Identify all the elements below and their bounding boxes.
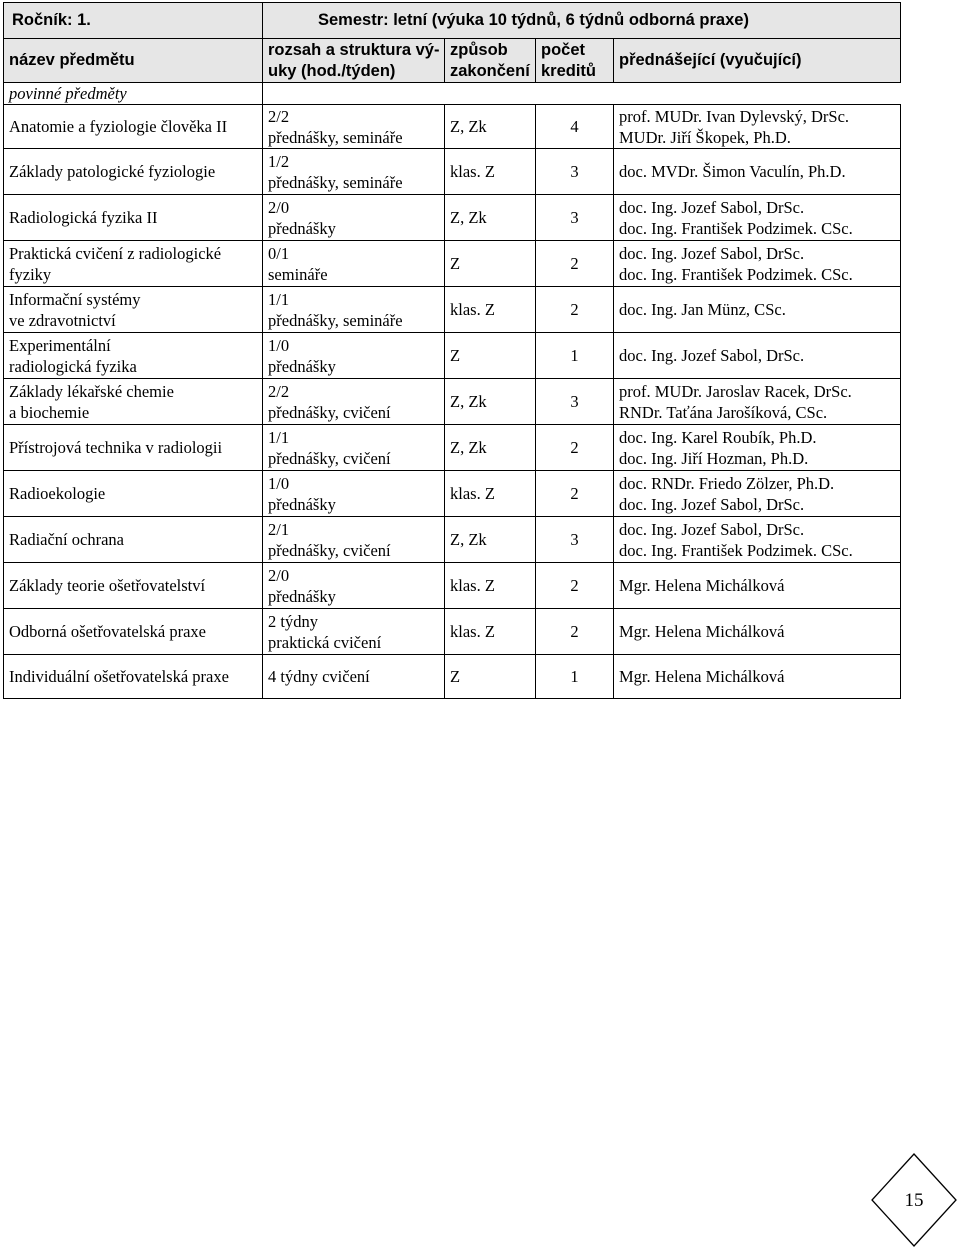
- subject-cell: [4, 425, 263, 471]
- scope-cell-line: 2/2: [268, 381, 290, 401]
- subject-cell-line: Základy patologické fyziologie: [9, 162, 216, 181]
- credits-cell: 3: [536, 149, 614, 195]
- credits-cell: 2: [536, 425, 614, 471]
- table-row: [4, 471, 901, 517]
- table-row: [4, 241, 901, 287]
- scope-cell-line: přednášky, semináře: [268, 310, 403, 330]
- table-row: [4, 333, 901, 379]
- scope-cell: [263, 149, 445, 195]
- teachers-cell: [614, 609, 901, 655]
- teachers-cell: [614, 517, 901, 563]
- scope-cell: [263, 517, 445, 563]
- scope-cell-line: 2/0: [268, 197, 290, 217]
- subject-cell-line: Praktická cvičení z radiologické: [9, 243, 222, 263]
- credits-cell: 4: [536, 105, 614, 149]
- table-row: [4, 563, 901, 609]
- completion-cell: klas. Z: [445, 563, 536, 609]
- subject-cell-line: Radiologická fyzika II: [9, 208, 158, 227]
- scope-cell-line: přednášky: [268, 356, 336, 376]
- subject-cell-line: a biochemie: [9, 402, 90, 422]
- col-scope-header-line: rozsah a struktura vý-: [268, 40, 440, 59]
- scope-cell-line: 2/0: [268, 565, 290, 585]
- teachers-cell: [614, 149, 901, 195]
- teachers-cell: [614, 287, 901, 333]
- teachers-cell-line: doc. MVDr. Šimon Vaculín, Ph.D.: [619, 162, 846, 181]
- subject-cell: [4, 149, 263, 195]
- subject-cell-line: radiologická fyzika: [9, 356, 137, 376]
- completion-cell: Z: [445, 241, 536, 287]
- scope-cell-line: 2 týdny: [268, 611, 318, 631]
- scope-cell-line: praktická cvičení: [268, 632, 382, 652]
- section-row: [4, 83, 901, 105]
- scope-cell: [263, 655, 445, 699]
- subject-cell-line: ve zdravotnictví: [9, 310, 116, 330]
- teachers-cell-line: doc. Ing. František Podzimek. CSc.: [619, 540, 853, 560]
- table-row: [4, 425, 901, 471]
- completion-cell: Z, Zk: [445, 105, 536, 149]
- subject-cell: [4, 241, 263, 287]
- col-completion-header-line: zakončení: [450, 61, 530, 80]
- scope-cell: [263, 241, 445, 287]
- scope-cell-line: 1/2: [268, 151, 290, 171]
- completion-cell: Z, Zk: [445, 379, 536, 425]
- teachers-cell-line: doc. Ing. Karel Roubík, Ph.D.: [619, 427, 817, 447]
- subject-cell: [4, 379, 263, 425]
- col-credits-header-line: počet: [541, 40, 586, 59]
- subject-cell-line: Experimentální: [9, 335, 111, 355]
- scope-cell: [263, 425, 445, 471]
- scope-cell: [263, 379, 445, 425]
- table-row: [4, 149, 901, 195]
- col-subject-header: název předmětu: [4, 39, 263, 83]
- scope-cell-line: přednášky: [268, 586, 336, 606]
- teachers-cell-line: Mgr. Helena Michálková: [619, 576, 785, 595]
- teachers-cell-line: prof. MUDr. Jaroslav Racek, DrSc.: [619, 381, 852, 401]
- teachers-cell-line: doc. Ing. František Podzimek. CSc.: [619, 218, 853, 238]
- teachers-cell: [614, 425, 901, 471]
- subject-cell-line: Radioekologie: [9, 484, 106, 503]
- scope-cell-line: přednášky: [268, 494, 336, 514]
- scope-cell: [263, 287, 445, 333]
- subject-cell-line: Individuální ošetřovatelská praxe: [9, 667, 229, 686]
- subject-cell-line: Odborná ošetřovatelská praxe: [9, 622, 207, 641]
- completion-cell: Z: [445, 655, 536, 699]
- teachers-cell-line: Mgr. Helena Michálková: [619, 667, 785, 686]
- subject-cell-line: Anatomie a fyziologie člověka II: [9, 117, 228, 136]
- scope-cell-line: semináře: [268, 264, 328, 284]
- curriculum-table: [3, 2, 901, 699]
- teachers-cell-line: doc. Ing. Jozef Sabol, DrSc.: [619, 197, 805, 217]
- completion-cell: Z, Zk: [445, 425, 536, 471]
- scope-cell-line: 1/1: [268, 427, 290, 447]
- subject-cell: [4, 195, 263, 241]
- year-label: Ročník: 1.: [4, 3, 263, 39]
- page-number-badge: [870, 1152, 958, 1248]
- completion-cell: klas. Z: [445, 149, 536, 195]
- col-teachers-header: přednášející (vyučující): [614, 39, 901, 83]
- scope-cell-line: přednášky, semináře: [268, 172, 403, 192]
- scope-cell-line: přednášky, semináře: [268, 127, 403, 147]
- completion-cell: Z: [445, 333, 536, 379]
- teachers-cell-line: prof. MUDr. Ivan Dylevský, DrSc.: [619, 106, 850, 126]
- scope-cell-line: přednášky, cvičení: [268, 402, 391, 422]
- col-scope-header-line: uky (hod./týden): [268, 61, 396, 80]
- scope-cell-line: 4 týdny cvičení: [268, 667, 370, 686]
- teachers-cell: [614, 105, 901, 149]
- scope-cell: [263, 333, 445, 379]
- table-row: [4, 287, 901, 333]
- teachers-cell-line: RNDr. Taťána Jarošíková, CSc.: [619, 402, 828, 422]
- completion-cell: Z, Zk: [445, 517, 536, 563]
- col-credits-header-line: kreditů: [541, 61, 597, 80]
- subject-cell-line: fyziky: [9, 264, 52, 284]
- teachers-cell-line: doc. Ing. Jozef Sabol, DrSc.: [619, 346, 805, 365]
- col-credits-header: [536, 39, 614, 83]
- subject-cell: [4, 105, 263, 149]
- scope-cell-line: přednášky, cvičení: [268, 448, 391, 468]
- credits-cell: 3: [536, 195, 614, 241]
- teachers-cell: [614, 563, 901, 609]
- subject-cell-line: Informační systémy: [9, 289, 141, 309]
- table-row: [4, 609, 901, 655]
- teachers-cell-line: doc. Ing. Jiří Hozman, Ph.D.: [619, 448, 809, 468]
- scope-cell-line: přednášky: [268, 218, 336, 238]
- subject-cell: [4, 517, 263, 563]
- teachers-cell: [614, 471, 901, 517]
- teachers-cell: [614, 241, 901, 287]
- teachers-cell-line: MUDr. Jiří Škopek, Ph.D.: [619, 127, 791, 147]
- subject-cell-line: Radiační ochrana: [9, 530, 124, 549]
- col-completion-header-line: způsob: [450, 40, 508, 59]
- credits-cell: 3: [536, 379, 614, 425]
- credits-cell: 2: [536, 609, 614, 655]
- section-label: povinné předměty: [4, 83, 263, 105]
- completion-cell: klas. Z: [445, 609, 536, 655]
- scope-cell-line: 1/0: [268, 335, 290, 355]
- teachers-cell: [614, 379, 901, 425]
- scope-cell-line: 1/0: [268, 473, 290, 493]
- table-row: [4, 655, 901, 699]
- subject-cell: [4, 287, 263, 333]
- scope-cell-line: 0/1: [268, 243, 290, 263]
- scope-cell-line: přednášky, cvičení: [268, 540, 391, 560]
- scope-cell-line: 2/2: [268, 106, 290, 126]
- subject-cell: [4, 655, 263, 699]
- scope-cell-line: 2/1: [268, 519, 290, 539]
- table-row: [4, 379, 901, 425]
- table-row: [4, 517, 901, 563]
- scope-cell: [263, 105, 445, 149]
- credits-cell: 2: [536, 471, 614, 517]
- teachers-cell-line: doc. Ing. Jozef Sabol, DrSc.: [619, 243, 805, 263]
- teachers-cell: [614, 333, 901, 379]
- scope-cell-line: 1/1: [268, 289, 290, 309]
- subject-cell-line: Přístrojová technika v radiologii: [9, 438, 223, 457]
- teachers-cell-line: doc. Ing. Jozef Sabol, DrSc.: [619, 494, 805, 514]
- credits-cell: 3: [536, 517, 614, 563]
- teachers-cell-line: doc. Ing. Jan Münz, CSc.: [619, 300, 786, 319]
- teachers-cell-line: Mgr. Helena Michálková: [619, 622, 785, 641]
- section-row-filler: [263, 83, 901, 105]
- credits-cell: 2: [536, 563, 614, 609]
- completion-cell: Z, Zk: [445, 195, 536, 241]
- scope-cell: [263, 471, 445, 517]
- scope-cell: [263, 195, 445, 241]
- scope-cell: [263, 609, 445, 655]
- completion-cell: klas. Z: [445, 287, 536, 333]
- credits-cell: 1: [536, 655, 614, 699]
- subject-cell-line: Základy lékařské chemie: [9, 381, 174, 401]
- subject-cell: [4, 609, 263, 655]
- subject-cell: [4, 333, 263, 379]
- credits-cell: 2: [536, 287, 614, 333]
- semester-label: Semestr: letní (výuka 10 týdnů, 6 týdnů odborná praxe): [263, 3, 901, 39]
- col-completion-header: [445, 39, 536, 83]
- title-row: [4, 3, 901, 39]
- teachers-cell: [614, 195, 901, 241]
- page-number: 15: [904, 1190, 924, 1211]
- table-row: [4, 195, 901, 241]
- table-row: [4, 105, 901, 149]
- teachers-cell-line: doc. RNDr. Friedo Zölzer, Ph.D.: [619, 473, 835, 493]
- subject-cell: [4, 471, 263, 517]
- credits-cell: 1: [536, 333, 614, 379]
- teachers-cell-line: doc. Ing. František Podzimek. CSc.: [619, 264, 853, 284]
- column-header-row: [4, 39, 901, 83]
- subject-cell-line: Základy teorie ošetřovatelství: [9, 576, 206, 595]
- teachers-cell: [614, 655, 901, 699]
- completion-cell: klas. Z: [445, 471, 536, 517]
- subject-cell: [4, 563, 263, 609]
- teachers-cell-line: doc. Ing. Jozef Sabol, DrSc.: [619, 519, 805, 539]
- scope-cell: [263, 563, 445, 609]
- credits-cell: 2: [536, 241, 614, 287]
- col-scope-header: [263, 39, 445, 83]
